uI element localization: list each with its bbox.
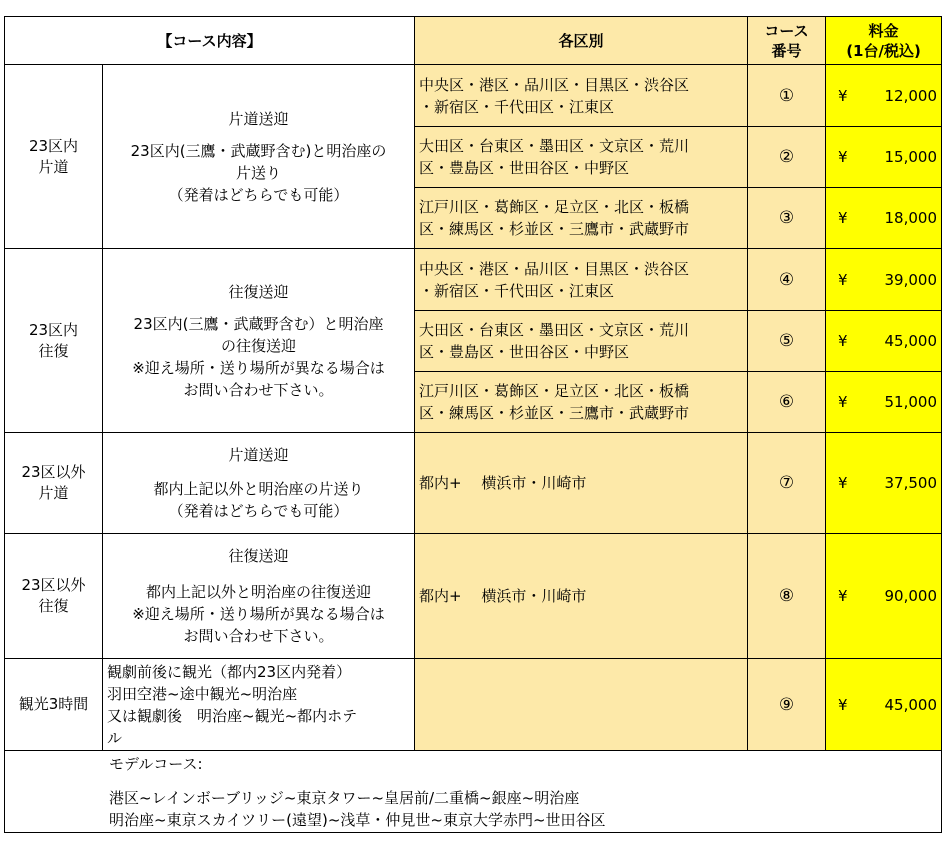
description-line (103, 567, 414, 581)
course-number-cell: ⑥ (748, 372, 826, 433)
price-cell (826, 534, 942, 659)
price-cell (826, 433, 942, 534)
category-cell (5, 659, 103, 751)
area-line: 中央区・港区・品川区・目黒区・渋谷区 (419, 259, 690, 278)
description-cell (103, 65, 415, 249)
course-number-cell: ⑨ (748, 659, 826, 751)
price-amount: 90,000 (884, 587, 938, 605)
area-line: 都内+ 横浜市・川崎市 (419, 474, 587, 492)
model-course-spacer (109, 775, 941, 787)
area-line: 区・豊島区・世田谷区・中野区 (419, 343, 630, 361)
area-line: 区・豊島区・世田谷区・中野区 (419, 159, 630, 177)
header-fee-line2: (1台/税込) (846, 41, 921, 60)
area-line: 江戸川区・葛飾区・足立区・北区・板橋 (419, 382, 690, 400)
price-cell (826, 65, 942, 127)
table-row (5, 433, 942, 534)
price-amount: 37,500 (884, 474, 938, 492)
description-line: お問い合わせ下さい。 (183, 380, 334, 399)
category-line: 23区以外 (21, 576, 86, 594)
description-line: 都内上記以外と明治座の往復送迎 (146, 583, 372, 601)
description-cell (103, 433, 415, 534)
category-cell (5, 65, 103, 249)
yen-symbol: ¥ (838, 270, 848, 289)
yen-symbol: ¥ (838, 209, 848, 227)
category-line: 片道 (38, 157, 69, 176)
header-row (5, 17, 942, 65)
area-cell (415, 372, 748, 433)
category-cell (5, 534, 103, 659)
area-line: 大田区・台東区・墨田区・文京区・荒川 (419, 137, 690, 155)
price-amount: 39,000 (884, 270, 938, 289)
area-line: 大田区・台東区・墨田区・文京区・荒川 (419, 321, 690, 339)
description-cell (103, 659, 415, 751)
course-number-cell: ③ (748, 188, 826, 249)
description-cell (103, 534, 415, 659)
category-line: 往復 (38, 341, 69, 360)
yen-symbol: ¥ (838, 393, 848, 411)
area-line: ・新宿区・千代田区・江東区 (419, 97, 615, 116)
category-line: 23区内 (28, 320, 79, 339)
header-fee (826, 17, 942, 65)
description-line: お問い合わせ下さい。 (183, 627, 334, 645)
description-line: （発着はどちらでも可能） (168, 502, 349, 520)
category-cell (5, 433, 103, 534)
price-amount: 12,000 (884, 86, 938, 105)
description-line (103, 466, 414, 478)
price-amount: 15,000 (884, 148, 938, 166)
model-course-line: 港区~レインボーブリッジ~東京タワー~皇居前/二重橋~銀座~明治座 (109, 789, 580, 807)
category-line: 23区内 (28, 136, 79, 155)
description-line: 観劇前後に観光（都内23区内発着） (107, 662, 352, 681)
header-course-number-line2: 番号 (771, 41, 802, 60)
yen-symbol: ¥ (838, 148, 848, 166)
price-amount: 45,000 (884, 695, 938, 714)
area-line: 区・練馬区・杉並区・三鷹市・武蔵野市 (419, 220, 690, 238)
description-line: ル (107, 728, 123, 747)
price-cell (826, 659, 942, 751)
table-row (5, 659, 942, 751)
price-amount: 51,000 (884, 393, 938, 411)
description-line: 往復送迎 (228, 282, 289, 301)
description-line: 都内上記以外と明治座の片送り (153, 480, 364, 498)
model-course-title: モデルコース: (109, 755, 203, 773)
model-course-cell (5, 751, 942, 833)
description-line: 23区内(三鷹・武蔵野含む）と明治座 (133, 314, 384, 333)
yen-symbol: ¥ (838, 587, 848, 605)
price-amount: 45,000 (884, 332, 938, 350)
model-course-line: 明治座~東京スカイツリー(遠望)~浅草・仲見世~東京大学赤門~世田谷区 (109, 811, 606, 829)
description-line (103, 130, 414, 140)
table-row (5, 249, 942, 311)
description-line: 片道送迎 (228, 446, 289, 464)
description-line: ※迎え場所・送り場所が異なる場合は (132, 605, 385, 623)
yen-symbol: ¥ (838, 86, 848, 105)
header-course-content: 【コース内容】 (5, 17, 415, 65)
description-line: の往復送迎 (221, 336, 297, 355)
area-line: 都内+ 横浜市・川崎市 (419, 587, 587, 605)
yen-symbol: ¥ (838, 474, 848, 492)
area-cell (415, 433, 748, 534)
description-line: ※迎え場所・送り場所が異なる場合は (132, 358, 385, 377)
price-cell (826, 127, 942, 188)
area-line: ・新宿区・千代田区・江東区 (419, 281, 615, 300)
area-cell (415, 188, 748, 249)
course-table (4, 16, 942, 833)
table-row (5, 65, 942, 127)
price-sheet (4, 16, 941, 833)
description-cell (103, 249, 415, 433)
area-cell (415, 311, 748, 372)
course-number-cell: ⑧ (748, 534, 826, 659)
yen-symbol: ¥ (838, 332, 848, 350)
yen-symbol: ¥ (838, 695, 848, 714)
category-line: 23区以外 (21, 463, 86, 481)
header-course-number-line1: コース (764, 21, 809, 40)
course-number-cell: ⑦ (748, 433, 826, 534)
course-number-cell: ② (748, 127, 826, 188)
area-cell (415, 127, 748, 188)
price-cell (826, 188, 942, 249)
description-line: 片送り (236, 163, 282, 182)
category-cell (5, 249, 103, 433)
area-cell (415, 534, 748, 659)
description-line: 23区内(三鷹・武蔵野含む)と明治座の (130, 141, 387, 160)
description-line (103, 303, 414, 313)
category-line: 往復 (38, 597, 69, 615)
description-line: （発着はどちらでも可能） (168, 185, 349, 204)
area-line: 江戸川区・葛飾区・足立区・北区・板橋 (419, 198, 690, 216)
area-line: 中央区・港区・品川区・目黒区・渋谷区 (419, 75, 690, 94)
price-cell (826, 311, 942, 372)
price-cell (826, 372, 942, 433)
course-number-cell: ⑤ (748, 311, 826, 372)
description-line: 又は観劇後 明治座~観光~都内ホテ (107, 706, 358, 725)
price-amount: 18,000 (884, 209, 938, 227)
table-row (5, 534, 942, 659)
header-course-number (748, 17, 826, 65)
category-line: 片道 (38, 484, 69, 502)
description-line: 片道送迎 (228, 109, 289, 128)
course-number-cell: ④ (748, 249, 826, 311)
header-fee-line1: 料金 (868, 21, 899, 40)
description-line: 羽田空港~途中観光~明治座 (107, 684, 298, 703)
header-areas: 各区別 (415, 17, 748, 65)
area-line: 区・練馬区・杉並区・三鷹市・武蔵野市 (419, 404, 690, 422)
price-cell (826, 249, 942, 311)
course-number-cell: ① (748, 65, 826, 127)
area-cell (415, 249, 748, 311)
model-course-row (5, 751, 942, 833)
area-cell (415, 65, 748, 127)
area-cell (415, 659, 748, 751)
description-line: 往復送迎 (228, 547, 289, 565)
category-line: 観光3時間 (18, 695, 89, 713)
